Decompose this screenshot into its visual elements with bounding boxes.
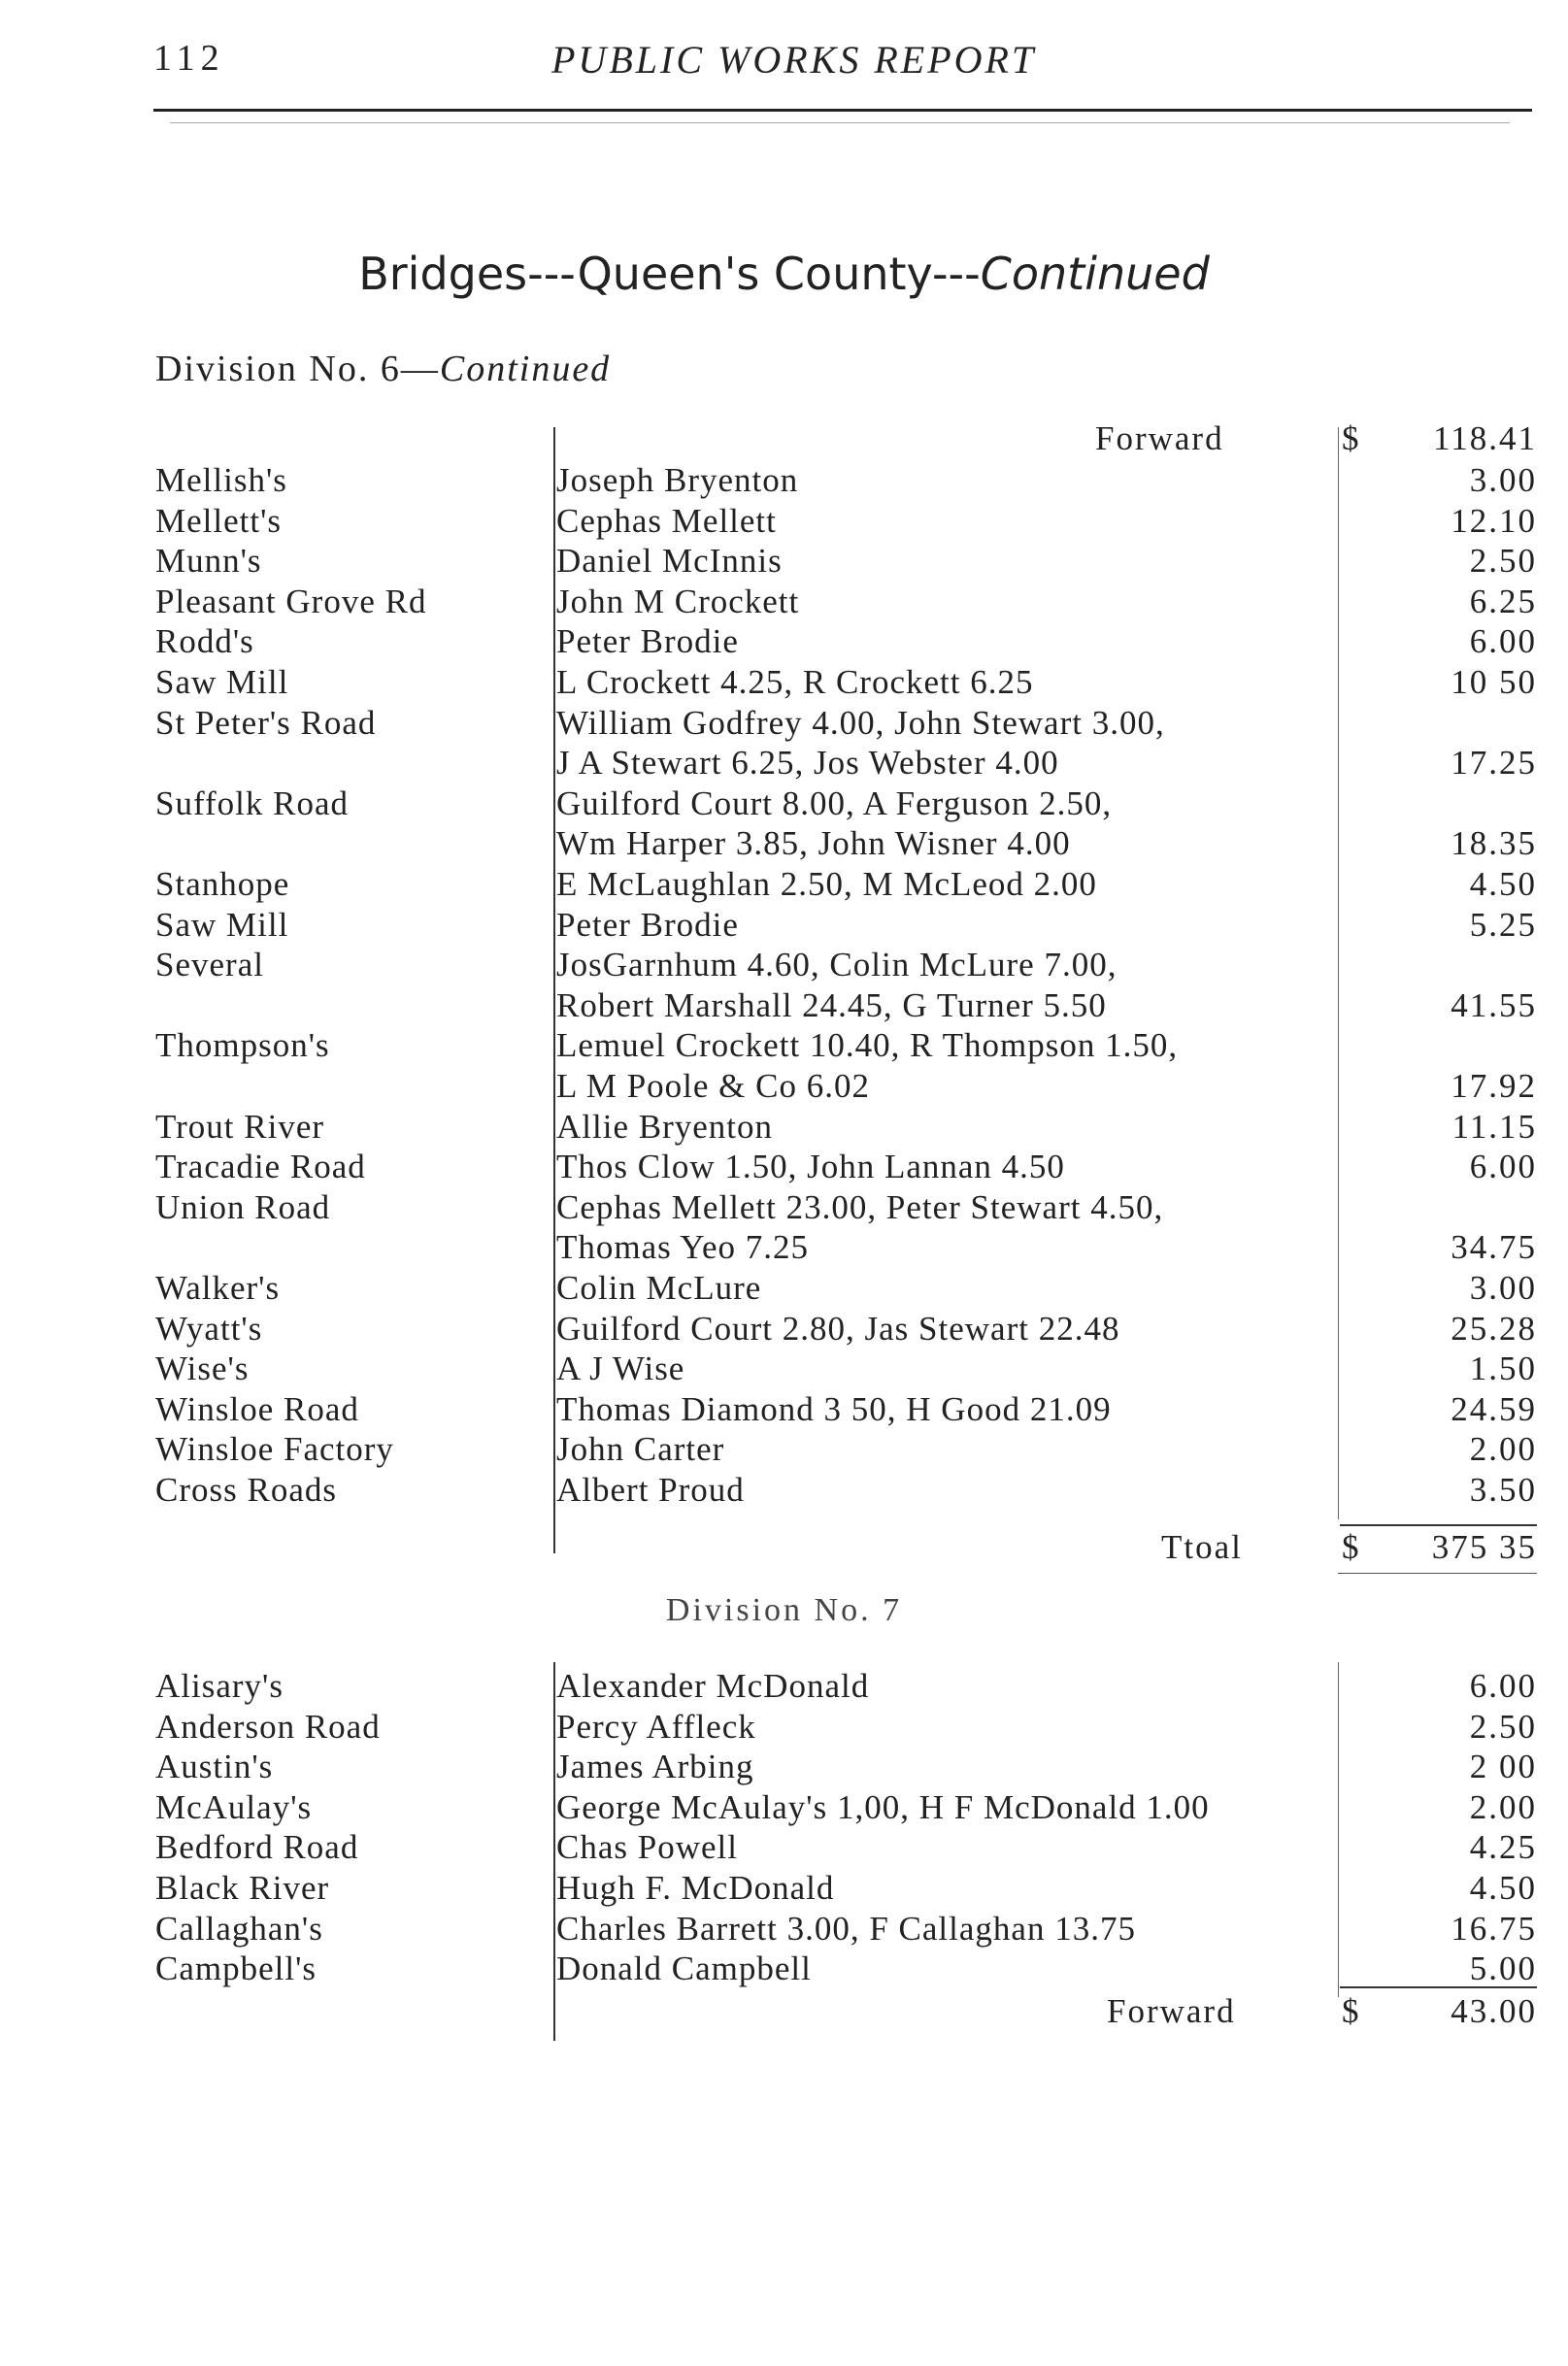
amount-value: 3.00 (1469, 1269, 1537, 1307)
bridge-name: Thompson's (155, 1026, 330, 1065)
amount-value: 2.00 (1469, 1787, 1537, 1826)
table-row (0, 743, 1568, 783)
bridge-name: Winsloe Factory (155, 1430, 394, 1469)
table-row (0, 1707, 1568, 1747)
bridge-name: Trout River (155, 1107, 325, 1146)
amount-value: 41.55 (1451, 985, 1537, 1024)
bridge-name: Mellish's (155, 461, 287, 499)
amount-value: 6.00 (1469, 622, 1537, 661)
division-6-heading-text: Division No. 6— (155, 349, 440, 389)
payee-text: Lemuel Crockett 10.40, R Thompson 1.50, (556, 1026, 1179, 1065)
amount-value: 17.25 (1451, 744, 1537, 783)
amount-value: 3.00 (1469, 461, 1537, 499)
amount-value: 16.75 (1451, 1909, 1537, 1948)
table-row (0, 783, 1568, 823)
total-dollar: $ (1342, 1528, 1359, 1566)
payee-text: George McAulay's 1,00, H F McDonald 1.00 (556, 1787, 1210, 1826)
amount-value: 4.25 (1469, 1828, 1537, 1867)
division-6-heading (155, 348, 611, 390)
forward-dollar: $ (1342, 419, 1359, 457)
title-continued: Continued (980, 248, 1210, 300)
payee-text: Colin McLure (556, 1269, 762, 1307)
amount-value: 6.25 (1469, 582, 1537, 620)
forward-rule-7 (1340, 1986, 1537, 1988)
bridge-name: Campbell's (155, 1949, 317, 1988)
bridge-name: Saw Mill (155, 663, 289, 701)
payee-text: Daniel McInnis (556, 542, 783, 581)
table-row (0, 1025, 1568, 1065)
payee-text: Hugh F. McDonald (556, 1869, 835, 1907)
table-row (0, 864, 1568, 904)
payee-text: J A Stewart 6.25, Jos Webster 4.00 (556, 744, 1059, 783)
table-row (0, 703, 1568, 743)
total-rule (1340, 1524, 1537, 1526)
table-row (0, 1147, 1568, 1186)
table-row (0, 1868, 1568, 1908)
bridge-name: Wise's (155, 1350, 250, 1388)
forward-label: Forward (1095, 419, 1224, 457)
table-row (0, 1787, 1568, 1827)
amount-value: 17.92 (1451, 1067, 1537, 1105)
payee-text: Thomas Diamond 3 50, H Good 21.09 (556, 1389, 1112, 1428)
payee-text: Peter Brodie (556, 622, 739, 661)
bridge-name: Several (155, 946, 264, 984)
table-row (0, 1747, 1568, 1786)
payee-text: Allie Bryenton (556, 1107, 773, 1146)
header-rule-thin (170, 122, 1510, 123)
bridge-name: Black River (155, 1869, 330, 1907)
table-row (0, 501, 1568, 541)
amount-value: 34.75 (1451, 1228, 1537, 1267)
payee-text: John Carter (556, 1430, 725, 1469)
bridge-name: Winsloe Road (155, 1389, 359, 1428)
table-row (0, 1107, 1568, 1147)
payee-text: L Crockett 4.25, R Crockett 6.25 (556, 663, 1034, 701)
payee-text: Thomas Yeo 7.25 (556, 1228, 810, 1267)
bridge-name: Mellett's (155, 501, 283, 540)
payee-text: Charles Barrett 3.00, F Callaghan 13.75 (556, 1909, 1136, 1948)
bridge-name: Cross Roads (155, 1471, 337, 1509)
division-7-heading: Division No. 7 (665, 1592, 903, 1628)
table-row (0, 1909, 1568, 1949)
table-row (0, 460, 1568, 500)
bridge-name: Suffolk Road (155, 783, 349, 822)
table-row (0, 1949, 1568, 1988)
payee-text: Chas Powell (556, 1828, 738, 1867)
amount-value: 24.59 (1451, 1389, 1537, 1428)
running-title: PUBLIC WORKS REPORT (551, 38, 1037, 82)
amount-value: 5.25 (1469, 905, 1537, 944)
table-row (0, 541, 1568, 581)
payee-text: Donald Campbell (556, 1949, 812, 1988)
bridge-name: Rodd's (155, 622, 254, 661)
table-row (0, 1666, 1568, 1706)
bridge-name: Wyatt's (155, 1309, 263, 1348)
amount-value: 18.35 (1451, 824, 1537, 863)
table-row (0, 582, 1568, 621)
forward-amount: 118.41 (1433, 419, 1537, 457)
table-row (0, 1187, 1568, 1227)
bridge-name: Saw Mill (155, 905, 289, 944)
amount-value: 6.00 (1469, 1148, 1537, 1186)
table-row (0, 1227, 1568, 1267)
bridge-name: St Peter's Road (155, 703, 377, 742)
amount-value: 2.50 (1469, 542, 1537, 581)
payee-text: A J Wise (556, 1350, 685, 1388)
bridge-name: Austin's (155, 1748, 274, 1786)
bridge-name: Munn's (155, 542, 262, 581)
payee-text: Robert Marshall 24.45, G Turner 5.50 (556, 985, 1107, 1024)
bridge-name: McAulay's (155, 1787, 313, 1826)
table-row (0, 905, 1568, 945)
payee-text: William Godfrey 4.00, John Stewart 3.00, (556, 703, 1165, 742)
bridge-name: Alisary's (155, 1667, 284, 1705)
payee-text: Wm Harper 3.85, John Wisner 4.00 (556, 824, 1071, 863)
page-title (0, 248, 1568, 300)
payee-text: Cephas Mellett 23.00, Peter Stewart 4.50, (556, 1187, 1164, 1226)
payee-text: Guilford Court 2.80, Jas Stewart 22.48 (556, 1309, 1120, 1348)
bridge-name: Union Road (155, 1187, 331, 1226)
payee-text: Peter Brodie (556, 905, 739, 944)
bridge-name: Pleasant Grove Rd (155, 582, 427, 620)
amount-value: 2.00 (1469, 1430, 1537, 1469)
payee-text: L M Poole & Co 6.02 (556, 1067, 870, 1105)
amount-value: 4.50 (1469, 1869, 1537, 1907)
payee-text: E McLaughlan 2.50, M McLeod 2.00 (556, 865, 1097, 903)
payee-text: Joseph Bryenton (556, 461, 799, 499)
total-underline (1338, 1573, 1537, 1574)
amount-value: 5.00 (1469, 1949, 1537, 1988)
amount-value: 3.50 (1469, 1471, 1537, 1509)
header-rule (153, 109, 1532, 112)
payee-text: Alexander McDonald (556, 1667, 870, 1705)
forward-amount-7: 43.00 (1451, 1992, 1537, 2030)
forward-label-7: Forward (1107, 1992, 1236, 2030)
table-row (0, 1827, 1568, 1867)
amount-value: 2.50 (1469, 1707, 1537, 1746)
amount-value: 2 00 (1469, 1748, 1537, 1786)
bridge-name: Tracadie Road (155, 1148, 366, 1186)
payee-text: Thos Clow 1.50, John Lannan 4.50 (556, 1148, 1065, 1186)
forward-dollar-7: $ (1342, 1992, 1359, 2030)
table-row (0, 1470, 1568, 1510)
total-amount: 375 35 (1431, 1528, 1537, 1566)
table-row (0, 621, 1568, 661)
bridge-name: Stanhope (155, 865, 290, 903)
bridge-name: Bedford Road (155, 1828, 359, 1867)
total-label: Ttoal (1161, 1528, 1243, 1566)
bridge-name: Anderson Road (155, 1707, 381, 1746)
table-row (0, 1389, 1568, 1429)
amount-value: 1.50 (1469, 1350, 1537, 1388)
table-row (0, 1309, 1568, 1349)
table-row (0, 1066, 1568, 1106)
payee-text: Albert Proud (556, 1471, 745, 1509)
payee-text: James Arbing (556, 1748, 754, 1786)
bridge-name: Callaghan's (155, 1909, 323, 1948)
table-row (0, 662, 1568, 702)
table-row (0, 1268, 1568, 1308)
amount-value: 12.10 (1451, 501, 1537, 540)
table-row (0, 945, 1568, 984)
table-row (0, 1429, 1568, 1469)
table-row (0, 985, 1568, 1025)
amount-value: 4.50 (1469, 865, 1537, 903)
payee-text: JosGarnhum 4.60, Colin McLure 7.00, (556, 946, 1118, 984)
payee-text: Percy Affleck (556, 1707, 756, 1746)
page-number: 112 (153, 38, 225, 79)
amount-value: 6.00 (1469, 1667, 1537, 1705)
division-6-heading-continued: Continued (439, 349, 612, 389)
amount-value: 10 50 (1451, 663, 1537, 701)
payee-text: John M Crockett (556, 582, 800, 620)
amount-value: 25.28 (1451, 1309, 1537, 1348)
table-row (0, 1349, 1568, 1388)
table-row (0, 823, 1568, 863)
payee-text: Guilford Court 8.00, A Ferguson 2.50, (556, 783, 1113, 822)
bridge-name: Walker's (155, 1269, 281, 1307)
amount-value: 11.15 (1451, 1107, 1537, 1146)
title-main: Bridges---Queen's County--- (358, 248, 981, 300)
payee-text: Cephas Mellett (556, 501, 777, 540)
